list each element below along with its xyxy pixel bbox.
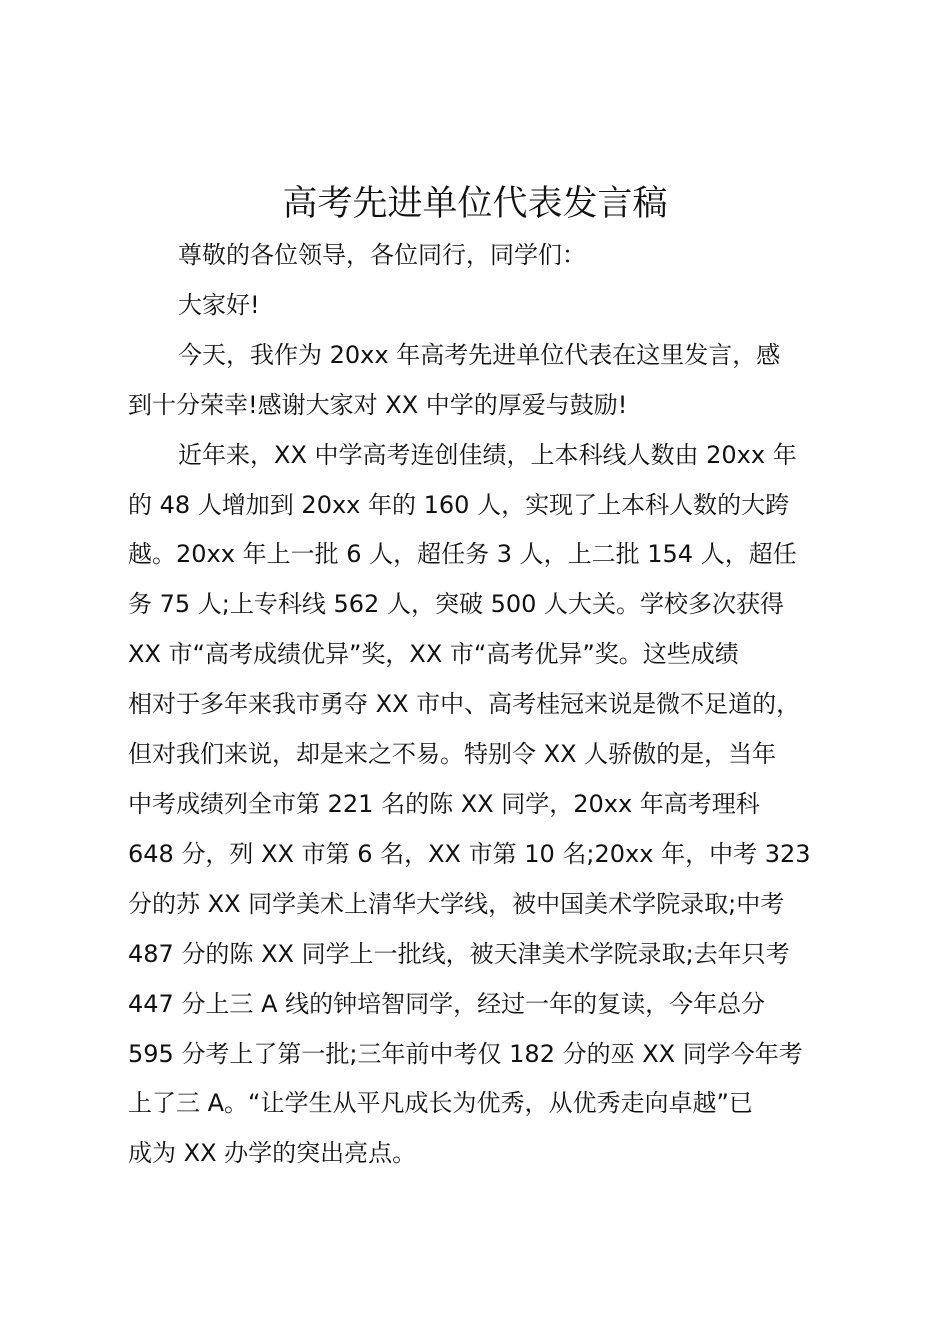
text-line: 近年来，XX 中学高考连创佳绩，上本科线人数由 20xx 年 [178, 440, 797, 469]
text-line: 今天，我作为 20xx 年高考先进单位代表在这里发言，感 [178, 340, 781, 369]
text-line: 到十分荣幸!感谢大家对 XX 中学的厚爱与鼓励! [128, 390, 628, 419]
text-line: 的 48 人增加到 20xx 年的 160 人，实现了上本科人数的大跨 [128, 490, 790, 519]
text-line: XX 市“高考成绩优异”奖，XX 市“高考优异”奖。这些成绩 [128, 640, 739, 669]
text-line: 但对我们来说，却是来之不易。特别令 XX 人骄傲的是，当年 [128, 740, 777, 769]
document-title: 高考先进单位代表发言稿 [282, 184, 668, 224]
text-line: 648 分，列 XX 市第 6 名，XX 市第 10 名;20xx 年，中考 323 [128, 839, 811, 868]
paragraph-achievements [128, 431, 835, 1180]
text-line: 务 75 人;上专科线 562 人，突破 500 人大关。学校多次获得 [128, 590, 785, 619]
text-line: 大家好! [178, 290, 260, 319]
paragraph-intro [128, 331, 835, 431]
document-body [128, 231, 835, 1179]
text-line: 尊敬的各位领导，各位同行，同学们： [178, 241, 586, 269]
paragraph-greeting [128, 281, 835, 331]
text-line: 相对于多年来我市勇夺 XX 市中、高考桂冠来说是微不足道的， [128, 690, 801, 719]
text-line: 447 分上三 A 线的钟培智同学，经过一年的复读，今年总分 [128, 989, 766, 1018]
text-line: 越。20xx 年上一批 6 人，超任务 3 人，上二批 154 人，超任 [128, 540, 797, 569]
text-line: 中考成绩列全市第 221 名的陈 XX 同学，20xx 年高考理科 [128, 789, 760, 818]
text-line: 上了三 A。“让学生从平凡成长为优秀，从优秀走向卓越”已 [128, 1089, 753, 1118]
text-line: 成为 XX 办学的突出亮点。 [128, 1139, 417, 1168]
text-line: 分的苏 XX 同学美术上清华大学线，被中国美术学院录取;中考 [128, 889, 785, 918]
paragraph-salutation [128, 231, 835, 281]
text-line: 595 分考上了第一批;三年前中考仅 182 分的巫 XX 同学今年考 [128, 1039, 803, 1068]
text-line: 487 分的陈 XX 同学上一批线，被天津美术学院录取;去年只考 [128, 939, 790, 968]
